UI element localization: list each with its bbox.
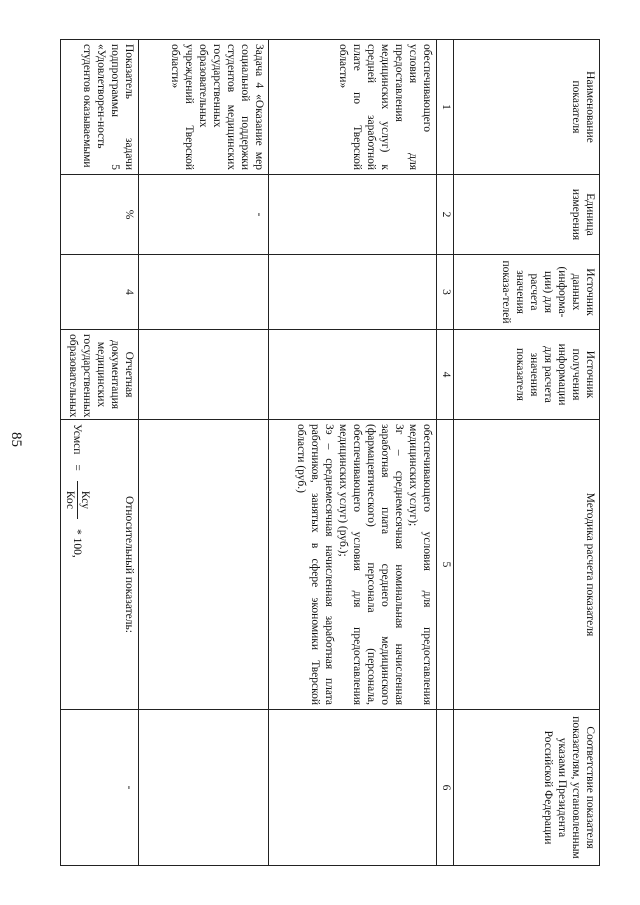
method-cell (269, 420, 437, 710)
indicator-name: Показатель задачи подпрограммы 5 «Удовлетворен-ность студентов оказываемыми (61, 40, 139, 175)
header-data-source: Источник данных (информа-ции) для расчета значения показа-телей (454, 255, 600, 330)
data-source-cell (269, 255, 437, 330)
table-row (61, 40, 139, 866)
column-number: 6 (437, 710, 454, 866)
header-info-source: Источник получения информации для расчета значения показателя (454, 330, 600, 420)
compliance-cell (139, 710, 269, 866)
header-indicator-name: Наименование показателя (454, 40, 600, 175)
formula-denominator: Кос (64, 490, 76, 510)
rotated-table-container (60, 39, 600, 865)
formula (63, 424, 92, 705)
method-line: Зг – среднемесячная номинальная начисленная заработная плата среднего медицинского (фармацевтического) персонала (персонала, обеспечивающего условия для предоставления медицинских услуг) (руб.); (337, 424, 405, 705)
info-source-cell: Отчетная документация медицинских государственных образовательных (61, 330, 139, 420)
table-row (139, 40, 269, 866)
compliance-cell (269, 710, 437, 866)
column-number: 4 (437, 330, 454, 420)
column-number: 5 (437, 420, 454, 710)
data-source-cell (139, 255, 269, 330)
page-number: 85 (8, 432, 24, 447)
indicator-table (60, 39, 600, 866)
compliance-cell: - (61, 710, 139, 866)
formula-eq: = (71, 464, 84, 471)
info-source-cell (139, 330, 269, 420)
unit-cell (269, 175, 437, 255)
column-number: 1 (437, 40, 454, 175)
method-cell (61, 420, 139, 710)
header-unit: Единица измерения (454, 175, 600, 255)
info-source-cell (269, 330, 437, 420)
unit-cell: % (61, 175, 139, 255)
formula-lhs: Усмсп (71, 424, 84, 455)
column-number: 3 (437, 255, 454, 330)
indicator-name: обеспечивающего условия для предоставления медицинских услуг) к средней заработной плате по Тверской области» (269, 40, 437, 175)
formula-multiplier: * 100, (71, 529, 84, 558)
data-source-cell: 4 (61, 255, 139, 330)
header-compliance: Соответствие показателя показателям, установленным указами Президента Российской Федерации (454, 710, 600, 866)
method-cell (139, 420, 269, 710)
unit-cell: - (139, 175, 269, 255)
formula-fraction (63, 481, 92, 519)
method-title: Относительный показатель: (123, 496, 135, 633)
column-number: 2 (437, 175, 454, 255)
method-line: обеспечивающего условия для предоставления медицинских услуг); (407, 424, 433, 705)
header-method: Методика расчета показателя (454, 420, 600, 710)
formula-numerator: Ксу (77, 481, 92, 519)
method-line: Зэ – среднемесячная начисленная заработная плата работников, занятых в сфере экономики Тверской области (руб.) (295, 424, 335, 705)
indicator-name: Задача 4 «Оказание мер социальной поддержки студентов медицинских государственных образовательных учреждений Тверской области» (139, 40, 269, 175)
table-row (269, 40, 437, 866)
